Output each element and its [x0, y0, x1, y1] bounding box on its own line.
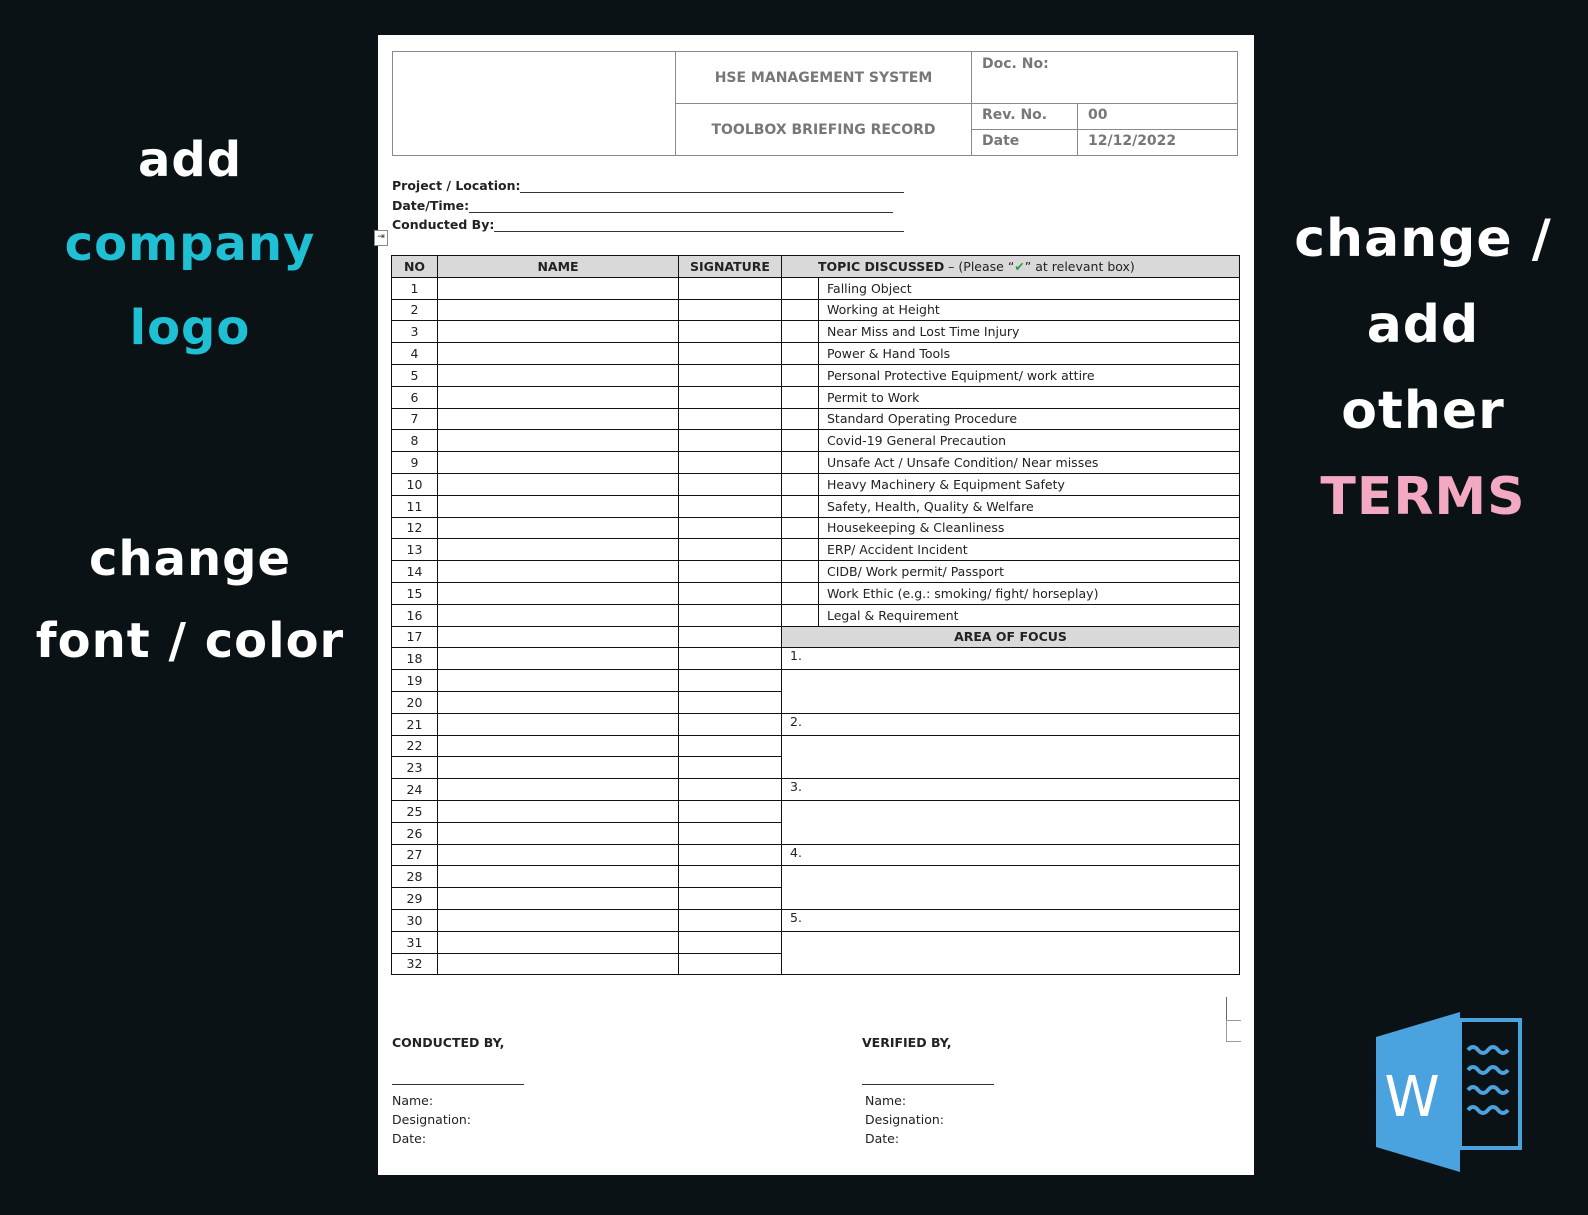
- row-number: 20: [392, 691, 438, 713]
- name-cell[interactable]: [438, 670, 679, 692]
- table-row: [392, 800, 1240, 822]
- table-row: [392, 713, 1240, 735]
- name-cell[interactable]: [438, 735, 679, 757]
- signature-cell[interactable]: [679, 735, 782, 757]
- document-page: [378, 35, 1254, 1175]
- word-document-icon: [1376, 1012, 1536, 1172]
- focus-item[interactable]: 2.: [782, 713, 1240, 735]
- signature-cell[interactable]: [679, 648, 782, 670]
- table-row: [392, 582, 1240, 604]
- name-cell[interactable]: [438, 888, 679, 910]
- row-number: 10: [392, 473, 438, 495]
- row-number: 26: [392, 822, 438, 844]
- word-letter: W: [1384, 1065, 1440, 1130]
- conducted-by-signoff: [392, 1035, 524, 1148]
- col-header-signature: SIGNATURE: [679, 256, 782, 278]
- system-title: HSE MANAGEMENT SYSTEM: [676, 52, 972, 104]
- promo-font-line2: font / color: [35, 613, 345, 669]
- name-cell[interactable]: [438, 539, 679, 561]
- table-row: [392, 517, 1240, 539]
- verified-signature-line[interactable]: [862, 1084, 994, 1085]
- row-number: 6: [392, 386, 438, 408]
- focus-item[interactable]: 1.: [782, 648, 1240, 670]
- record-title: TOOLBOX BRIEFING RECORD: [676, 104, 972, 155]
- verified-name-label: Name:: [865, 1093, 907, 1108]
- table-row: [392, 299, 1240, 321]
- topic-checkbox[interactable]: [782, 561, 819, 583]
- table-row: [392, 648, 1240, 670]
- promo-terms-line1: change /: [1294, 209, 1552, 269]
- row-number: 29: [392, 888, 438, 910]
- topic-checkbox[interactable]: [782, 539, 819, 561]
- name-cell[interactable]: [438, 321, 679, 343]
- promo-logo-part3: logo: [129, 300, 251, 356]
- area-of-focus-header: AREA OF FOCUS: [782, 626, 1240, 648]
- topic-label: Permit to Work: [819, 386, 1240, 408]
- table-row: [392, 408, 1240, 430]
- signature-cell[interactable]: [679, 713, 782, 735]
- table-row: [392, 495, 1240, 517]
- datetime-field[interactable]: [392, 198, 893, 213]
- name-cell[interactable]: [438, 408, 679, 430]
- col-header-name: NAME: [438, 256, 679, 278]
- row-number: 30: [392, 909, 438, 931]
- table-row: [392, 343, 1240, 365]
- table-row: [392, 626, 1240, 648]
- topic-checkbox[interactable]: [782, 299, 819, 321]
- signature-cell[interactable]: [679, 604, 782, 626]
- table-row: [392, 364, 1240, 386]
- signature-cell[interactable]: [679, 561, 782, 583]
- name-cell[interactable]: [438, 713, 679, 735]
- row-number: 18: [392, 648, 438, 670]
- row-number: 17: [392, 626, 438, 648]
- row-number: 5: [392, 364, 438, 386]
- promo-logo-part1: add: [137, 132, 243, 188]
- table-row: [392, 931, 1240, 953]
- table-row: [392, 844, 1240, 866]
- topic-checkbox[interactable]: [782, 517, 819, 539]
- name-cell[interactable]: [438, 495, 679, 517]
- topic-header-label: TOPIC DISCUSSED: [818, 258, 945, 274]
- topic-checkbox[interactable]: [782, 452, 819, 474]
- table-row: [392, 277, 1240, 299]
- name-cell[interactable]: [438, 844, 679, 866]
- datetime-label: Date/Time:: [392, 198, 470, 213]
- page-corner-box: [1226, 1020, 1241, 1042]
- row-number: 27: [392, 844, 438, 866]
- signature-cell[interactable]: [679, 691, 782, 713]
- topic-checkbox[interactable]: [782, 277, 819, 299]
- name-cell[interactable]: [438, 452, 679, 474]
- project-location-label: Project / Location:: [392, 178, 521, 193]
- row-number: 1: [392, 277, 438, 299]
- row-number: 9: [392, 452, 438, 474]
- topic-label: Legal & Requirement: [819, 604, 1240, 626]
- row-number: 12: [392, 517, 438, 539]
- table-row: [392, 561, 1240, 583]
- focus-notes-cell[interactable]: [782, 800, 1240, 844]
- table-row: [392, 604, 1240, 626]
- row-number: 28: [392, 866, 438, 888]
- table-row: [392, 321, 1240, 343]
- signature-cell[interactable]: [679, 822, 782, 844]
- company-logo-placeholder[interactable]: [393, 52, 676, 155]
- name-cell[interactable]: [438, 430, 679, 452]
- conducted-name-label: Name:: [392, 1093, 434, 1108]
- row-number: 23: [392, 757, 438, 779]
- topic-checkbox[interactable]: [782, 408, 819, 430]
- conducted-by-field[interactable]: [392, 217, 904, 232]
- conducted-by-line: [494, 219, 904, 232]
- topic-checkbox[interactable]: [782, 495, 819, 517]
- topic-label: Safety, Health, Quality & Welfare: [819, 495, 1240, 517]
- focus-item[interactable]: 3.: [782, 779, 1240, 801]
- name-cell[interactable]: [438, 604, 679, 626]
- topic-label: Unsafe Act / Unsafe Condition/ Near misses: [819, 452, 1240, 474]
- row-number: 25: [392, 800, 438, 822]
- date-label: Date: [972, 130, 1078, 155]
- topic-checkbox[interactable]: [782, 582, 819, 604]
- signature-cell[interactable]: [679, 670, 782, 692]
- row-number: 16: [392, 604, 438, 626]
- name-cell[interactable]: [438, 517, 679, 539]
- topic-label: Housekeeping & Cleanliness: [819, 517, 1240, 539]
- topic-checkbox[interactable]: [782, 321, 819, 343]
- datetime-line: [469, 200, 893, 213]
- name-cell[interactable]: [438, 779, 679, 801]
- table-row: [392, 909, 1240, 931]
- row-number: 19: [392, 670, 438, 692]
- topic-label: ERP/ Accident Incident: [819, 539, 1240, 561]
- rev-no-value: 00: [1078, 104, 1237, 130]
- promo-logo-part2: company: [64, 216, 316, 272]
- signature-cell[interactable]: [679, 800, 782, 822]
- focus-notes-cell[interactable]: [782, 735, 1240, 779]
- name-cell[interactable]: [438, 343, 679, 365]
- focus-item[interactable]: 5.: [782, 909, 1240, 931]
- row-number: 8: [392, 430, 438, 452]
- name-cell[interactable]: [438, 364, 679, 386]
- row-number: 4: [392, 343, 438, 365]
- promo-add-logo: [20, 118, 360, 370]
- row-number: 14: [392, 561, 438, 583]
- rev-no-label: Rev. No.: [972, 104, 1078, 130]
- project-location-line: [520, 180, 904, 193]
- name-cell[interactable]: [438, 648, 679, 670]
- topic-checkbox[interactable]: [782, 343, 819, 365]
- table-row: [392, 539, 1240, 561]
- promo-terms-line4: TERMS: [1320, 467, 1526, 527]
- topic-note-post: ” at relevant box): [1024, 258, 1135, 274]
- table-row: [392, 779, 1240, 801]
- topic-checkbox[interactable]: [782, 604, 819, 626]
- signature-cell[interactable]: [679, 757, 782, 779]
- signature-cell[interactable]: [679, 299, 782, 321]
- topic-checkbox[interactable]: [782, 364, 819, 386]
- table-move-handle-icon[interactable]: ⇥: [374, 230, 388, 246]
- promo-change-terms: [1288, 196, 1558, 540]
- row-number: 7: [392, 408, 438, 430]
- promo-terms-line2: add: [1366, 295, 1480, 355]
- signature-cell[interactable]: [679, 364, 782, 386]
- signature-cell[interactable]: [679, 909, 782, 931]
- signature-cell[interactable]: [679, 866, 782, 888]
- topic-note-pre: – (Please “: [944, 258, 1015, 274]
- col-header-topic: [782, 256, 1240, 278]
- verified-designation-label: Designation:: [865, 1112, 944, 1127]
- table-row: [392, 452, 1240, 474]
- promo-change-font: [20, 518, 360, 682]
- verified-by-signoff: [862, 1035, 994, 1148]
- verified-by-title: VERIFIED BY,: [862, 1035, 952, 1050]
- signature-cell[interactable]: [679, 626, 782, 648]
- table-row: [392, 386, 1240, 408]
- project-location-field[interactable]: [392, 178, 904, 193]
- col-header-no: NO: [392, 256, 438, 278]
- row-number: 3: [392, 321, 438, 343]
- row-number: 24: [392, 779, 438, 801]
- topic-label: Near Miss and Lost Time Injury: [819, 321, 1240, 343]
- signature-cell[interactable]: [679, 517, 782, 539]
- checkmark-icon: ✔: [1014, 258, 1025, 274]
- topic-checkbox[interactable]: [782, 430, 819, 452]
- document-header: [392, 51, 1238, 156]
- signature-cell[interactable]: [679, 473, 782, 495]
- promo-font-line1: change: [88, 531, 292, 587]
- row-number: 32: [392, 953, 438, 975]
- conducted-by-title: CONDUCTED BY,: [392, 1035, 505, 1050]
- conducted-date-label: Date:: [392, 1131, 427, 1146]
- topic-label: Covid-19 General Precaution: [819, 430, 1240, 452]
- row-number: 22: [392, 735, 438, 757]
- signature-cell[interactable]: [679, 430, 782, 452]
- name-cell[interactable]: [438, 909, 679, 931]
- topic-label: Heavy Machinery & Equipment Safety: [819, 473, 1240, 495]
- name-cell[interactable]: [438, 822, 679, 844]
- table-row: [392, 430, 1240, 452]
- conducted-designation-label: Designation:: [392, 1112, 471, 1127]
- signature-cell[interactable]: [679, 495, 782, 517]
- name-cell[interactable]: [438, 691, 679, 713]
- name-cell[interactable]: [438, 561, 679, 583]
- focus-item[interactable]: 4.: [782, 844, 1240, 866]
- attendance-table: [391, 255, 1239, 975]
- focus-notes-cell[interactable]: [782, 931, 1240, 975]
- row-number: 15: [392, 582, 438, 604]
- row-number: 21: [392, 713, 438, 735]
- signature-cell[interactable]: [679, 452, 782, 474]
- signature-cell[interactable]: [679, 582, 782, 604]
- topic-label: Work Ethic (e.g.: smoking/ fight/ horseplay): [819, 582, 1240, 604]
- name-cell[interactable]: [438, 626, 679, 648]
- topic-checkbox[interactable]: [782, 473, 819, 495]
- name-cell[interactable]: [438, 473, 679, 495]
- name-cell[interactable]: [438, 866, 679, 888]
- focus-notes-cell[interactable]: [782, 866, 1240, 910]
- topic-label: Standard Operating Procedure: [819, 408, 1240, 430]
- table-row: [392, 670, 1240, 692]
- name-cell[interactable]: [438, 386, 679, 408]
- signature-cell[interactable]: [679, 277, 782, 299]
- signature-cell[interactable]: [679, 539, 782, 561]
- name-cell[interactable]: [438, 757, 679, 779]
- row-number: 13: [392, 539, 438, 561]
- signature-cell[interactable]: [679, 343, 782, 365]
- table-row: [392, 866, 1240, 888]
- conducted-by-label: Conducted By:: [392, 217, 495, 232]
- signature-cell[interactable]: [679, 953, 782, 975]
- name-cell[interactable]: [438, 953, 679, 975]
- signature-cell[interactable]: [679, 888, 782, 910]
- signature-cell[interactable]: [679, 321, 782, 343]
- name-cell[interactable]: [438, 800, 679, 822]
- name-cell[interactable]: [438, 931, 679, 953]
- date-value: 12/12/2022: [1088, 133, 1177, 149]
- row-number: 2: [392, 299, 438, 321]
- topic-label: Falling Object: [819, 277, 1240, 299]
- promo-terms-line3: other: [1341, 381, 1505, 441]
- table-row: [392, 473, 1240, 495]
- signature-cell[interactable]: [679, 386, 782, 408]
- topic-checkbox[interactable]: [782, 386, 819, 408]
- signature-cell[interactable]: [679, 779, 782, 801]
- topic-label: Personal Protective Equipment/ work attire: [819, 364, 1240, 386]
- signature-cell[interactable]: [679, 408, 782, 430]
- focus-notes-cell[interactable]: [782, 670, 1240, 714]
- signature-cell[interactable]: [679, 844, 782, 866]
- verified-date-label: Date:: [865, 1131, 900, 1146]
- topic-label: Working at Height: [819, 299, 1240, 321]
- topic-label: CIDB/ Work permit/ Passport: [819, 561, 1240, 583]
- name-cell[interactable]: [438, 277, 679, 299]
- row-number: 11: [392, 495, 438, 517]
- name-cell[interactable]: [438, 582, 679, 604]
- conducted-signature-line[interactable]: [392, 1084, 524, 1085]
- signature-cell[interactable]: [679, 931, 782, 953]
- row-number: 31: [392, 931, 438, 953]
- name-cell[interactable]: [438, 299, 679, 321]
- doc-no-label: Doc. No:: [972, 52, 1237, 104]
- topic-label: Power & Hand Tools: [819, 343, 1240, 365]
- table-row: [392, 735, 1240, 757]
